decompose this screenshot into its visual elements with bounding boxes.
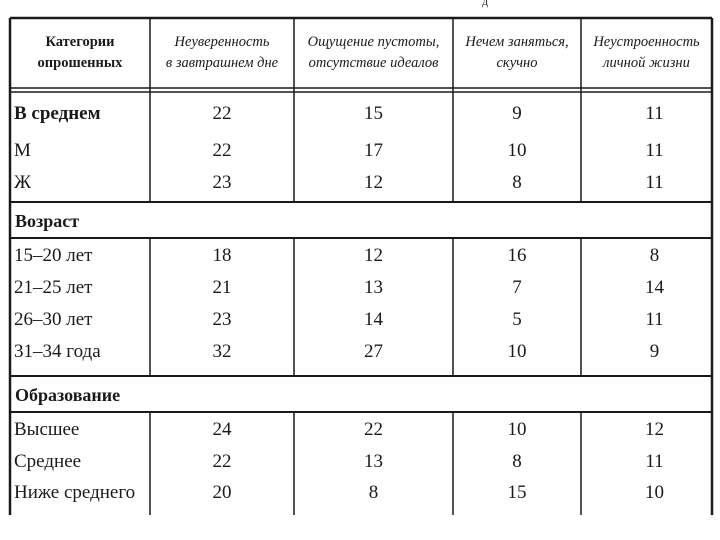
header-text-line: опрошенных <box>37 55 123 71</box>
header-text-line: Неуверенность <box>174 33 270 50</box>
value-cell <box>453 477 581 508</box>
value-text: 11 <box>645 450 664 472</box>
header-cell <box>152 22 292 84</box>
value-text: 10 <box>645 481 664 503</box>
value-cell <box>453 414 581 445</box>
value-text: 16 <box>507 244 527 266</box>
value-cell <box>150 272 294 303</box>
value-cell <box>453 272 581 303</box>
value-text: 21 <box>212 276 232 298</box>
value-cell <box>453 336 581 367</box>
value-text: 11 <box>645 139 664 161</box>
header-cell <box>455 22 579 84</box>
value-cell <box>581 477 720 508</box>
header-text-line: личной жизни <box>603 55 690 71</box>
value-text: 12 <box>364 171 383 193</box>
row-label <box>14 272 148 303</box>
value-cell <box>150 414 294 445</box>
value-text: 10 <box>507 418 527 440</box>
row-label-text: Ниже среднего <box>14 481 136 503</box>
value-cell <box>581 414 720 445</box>
value-text: 8 <box>512 171 522 193</box>
value-text: 17 <box>364 139 383 161</box>
row-label-text: 21–25 лет <box>14 276 93 298</box>
row-label-text: Высшее <box>14 418 80 440</box>
value-text: 10 <box>507 139 527 161</box>
row-label-text: Ж <box>14 171 32 193</box>
value-cell <box>581 446 720 477</box>
value-cell <box>294 135 453 166</box>
value-text: 5 <box>512 308 522 330</box>
value-cell <box>581 240 720 271</box>
value-cell <box>581 304 720 335</box>
value-cell <box>294 414 453 445</box>
value-text: 22 <box>364 418 383 440</box>
section-title <box>15 204 415 238</box>
row-label <box>14 336 148 367</box>
row-label-text: В среднем <box>14 102 101 124</box>
value-text: 11 <box>645 171 664 193</box>
value-cell <box>150 477 294 508</box>
value-text: 14 <box>364 308 383 330</box>
value-cell <box>453 240 581 271</box>
value-text: 11 <box>645 102 664 124</box>
row-label <box>14 167 148 198</box>
value-text: 32 <box>212 340 232 362</box>
header-text-line: Категории <box>45 33 115 50</box>
value-text: 22 <box>212 139 232 161</box>
section-title <box>15 378 415 412</box>
header-text-line: в завтрашнем дне <box>165 55 279 71</box>
value-cell <box>150 98 294 129</box>
row-label <box>14 135 148 166</box>
header-cell <box>12 22 148 84</box>
value-cell <box>150 240 294 271</box>
value-cell <box>294 304 453 335</box>
value-cell <box>150 304 294 335</box>
value-text: 14 <box>645 276 664 298</box>
value-cell <box>294 336 453 367</box>
value-cell <box>581 98 720 129</box>
value-text: 9 <box>649 340 660 362</box>
value-text: 15 <box>507 481 527 503</box>
header-text-line: скучно <box>496 55 538 71</box>
row-label <box>14 414 148 445</box>
value-text: 22 <box>212 450 232 472</box>
value-text: 10 <box>507 340 527 362</box>
header-text-line: отсутствие идеалов <box>308 55 439 71</box>
value-text: 23 <box>212 171 232 193</box>
row-label-text: 15–20 лет <box>14 244 93 266</box>
value-text: 7 <box>512 276 522 298</box>
value-cell <box>294 477 453 508</box>
value-cell <box>581 272 720 303</box>
value-cell <box>294 98 453 129</box>
value-cell <box>453 98 581 129</box>
header-cell <box>583 22 710 84</box>
value-cell <box>453 135 581 166</box>
value-text: 27 <box>364 340 383 362</box>
value-cell <box>150 135 294 166</box>
value-text: 8 <box>649 244 660 266</box>
row-label-text: Среднее <box>14 450 82 472</box>
row-label <box>14 240 148 271</box>
value-cell <box>581 336 720 367</box>
row-label <box>14 446 148 477</box>
value-cell <box>294 167 453 198</box>
value-text: 9 <box>512 102 522 124</box>
value-text: 8 <box>368 481 379 503</box>
value-cell <box>294 240 453 271</box>
value-text: 13 <box>364 450 383 472</box>
row-label-text: 26–30 лет <box>14 308 93 330</box>
value-cell <box>150 167 294 198</box>
value-cell <box>581 135 720 166</box>
cropped-title-fragment: д <box>482 0 489 8</box>
row-label <box>14 477 148 508</box>
row-label <box>14 304 148 335</box>
value-text: 24 <box>212 418 232 440</box>
value-cell <box>150 336 294 367</box>
value-cell <box>150 446 294 477</box>
value-text: 12 <box>645 418 664 440</box>
value-text: 8 <box>512 450 522 472</box>
value-cell <box>581 167 720 198</box>
value-text: 13 <box>364 276 383 298</box>
value-cell <box>453 304 581 335</box>
value-text: 18 <box>212 244 232 266</box>
header-text-line: Неустроенность <box>593 33 700 50</box>
header-text-line: Нечем заняться, <box>465 33 569 50</box>
value-cell <box>453 167 581 198</box>
value-text: 20 <box>212 481 232 503</box>
value-text: 12 <box>364 244 383 266</box>
header-text-line: Ощущение пустоты, <box>307 33 440 50</box>
value-text: 22 <box>212 102 232 124</box>
value-text: 15 <box>364 102 383 124</box>
section-title-text: Возраст <box>15 210 80 231</box>
value-cell <box>294 272 453 303</box>
row-label-text: 31–34 года <box>14 340 101 362</box>
value-text: 23 <box>212 308 232 330</box>
section-title-text: Образование <box>15 384 121 405</box>
value-cell <box>294 446 453 477</box>
header-cell <box>296 22 451 84</box>
value-text: 11 <box>645 308 664 330</box>
row-label <box>14 98 148 129</box>
row-label-text: М <box>14 139 31 161</box>
value-cell <box>453 446 581 477</box>
